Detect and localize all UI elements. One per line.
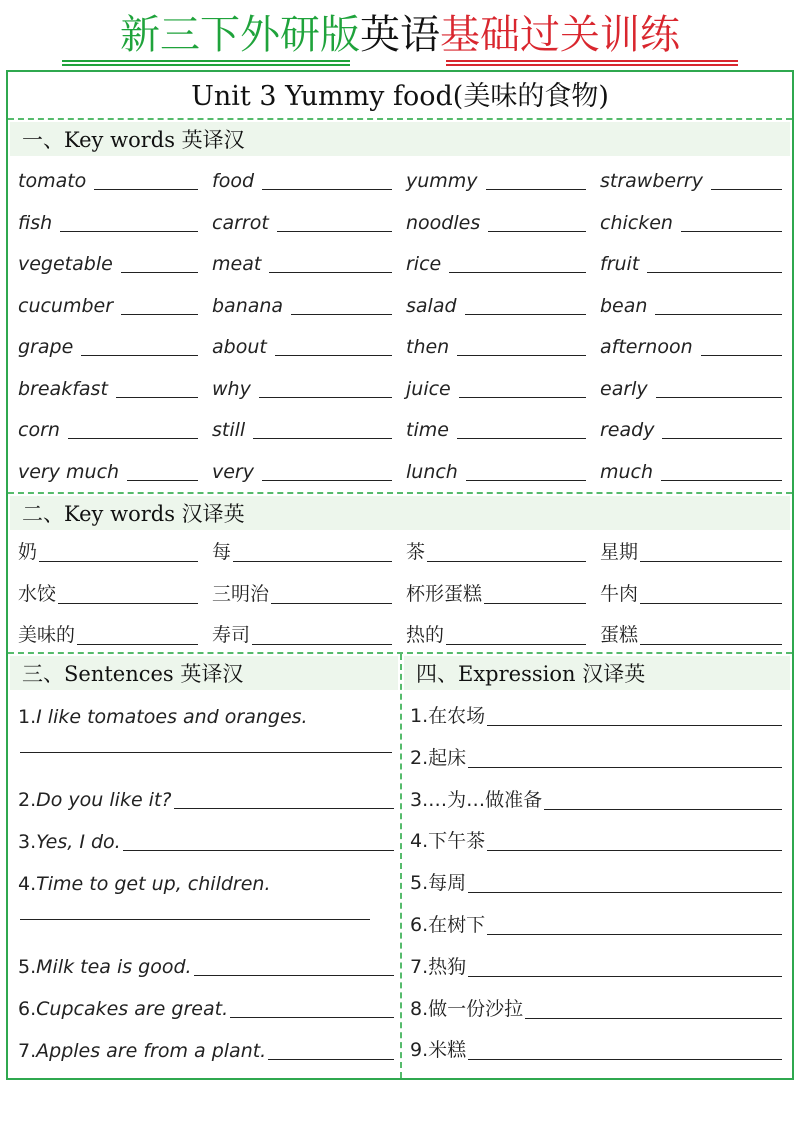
unit-title: Unit 3 Yummy food(美味的食物) xyxy=(8,72,792,120)
word-item xyxy=(600,243,782,279)
answer-blank[interactable] xyxy=(233,561,392,562)
expression-text: 3.…为…做准备 xyxy=(410,788,543,811)
word-item xyxy=(406,574,586,610)
chinese-word: 美味的 xyxy=(18,624,76,646)
answer-blank[interactable] xyxy=(262,189,392,190)
word-item xyxy=(406,368,586,404)
expression-text: 7.热狗 xyxy=(410,955,467,978)
word-item xyxy=(406,615,586,651)
sentence-english: Yes, I do. xyxy=(36,831,121,853)
sentence-item xyxy=(18,819,394,857)
sentence-text xyxy=(18,956,192,982)
word-item xyxy=(18,160,198,196)
word-row xyxy=(18,160,790,196)
sentence-item xyxy=(18,861,394,899)
word-row xyxy=(18,615,790,651)
english-word: fish xyxy=(18,211,53,234)
answer-blank[interactable] xyxy=(127,480,198,481)
word-row xyxy=(18,451,790,487)
worksheet-frame xyxy=(6,70,794,1080)
section2-heading: 二、Key words 汉译英 xyxy=(10,496,790,530)
word-item xyxy=(600,326,782,362)
answer-blank[interactable] xyxy=(427,561,586,562)
word-item xyxy=(18,532,198,568)
chinese-word: 牛肉 xyxy=(600,582,639,605)
expression-text: 1.在农场 xyxy=(410,705,486,727)
word-item xyxy=(600,285,782,321)
sentence-english: Do you like it? xyxy=(36,789,172,811)
sentence-item xyxy=(18,986,394,1024)
answer-blank[interactable] xyxy=(68,438,198,439)
column-divider xyxy=(400,654,402,1078)
english-word: why xyxy=(212,377,251,400)
english-word: cucumber xyxy=(18,294,114,317)
english-word: noodles xyxy=(406,211,481,234)
answer-blank[interactable] xyxy=(484,603,586,604)
english-word: much xyxy=(600,460,654,483)
answer-blank[interactable] xyxy=(655,314,782,315)
expression-text: 8.做一份沙拉 xyxy=(410,997,524,1020)
word-item xyxy=(600,451,782,487)
word-item xyxy=(18,368,198,404)
chinese-word: 三明治 xyxy=(212,582,270,605)
sentence-english: Apples are from a plant. xyxy=(36,1040,267,1062)
expression-text: 5.每周 xyxy=(410,872,467,895)
expression-item xyxy=(410,903,782,941)
word-item xyxy=(600,368,782,404)
answer-blank[interactable] xyxy=(123,850,394,851)
sentence-item xyxy=(18,1028,394,1066)
word-item xyxy=(406,409,586,445)
english-word: ready xyxy=(600,419,655,441)
word-item xyxy=(406,532,586,568)
expression-item xyxy=(410,778,782,816)
word-row xyxy=(18,326,790,362)
expression-item xyxy=(410,694,782,732)
english-word: corn xyxy=(18,419,60,441)
answer-blank[interactable] xyxy=(711,189,782,190)
answer-blank[interactable] xyxy=(277,231,392,232)
english-word: meat xyxy=(212,253,262,275)
english-word: afternoon xyxy=(600,336,693,358)
english-word: still xyxy=(212,419,246,441)
answer-blank[interactable] xyxy=(468,1059,782,1060)
chinese-word: 星期 xyxy=(600,541,639,563)
english-word: grape xyxy=(18,336,74,358)
word-row xyxy=(18,243,790,279)
answer-blank[interactable] xyxy=(116,397,198,398)
sentence-number: 5. xyxy=(18,956,37,978)
answer-blank[interactable] xyxy=(271,603,392,604)
english-word: very much xyxy=(18,460,120,483)
english-word: salad xyxy=(406,294,457,317)
word-item xyxy=(406,285,586,321)
word-item xyxy=(212,368,392,404)
english-word: yummy xyxy=(406,170,478,192)
chinese-word: 奶 xyxy=(18,541,38,563)
answer-blank[interactable] xyxy=(269,272,392,273)
answer-blank[interactable] xyxy=(259,397,392,398)
word-item xyxy=(212,574,392,610)
english-word: strawberry xyxy=(600,170,703,192)
word-item xyxy=(600,409,782,445)
expression-text: 2.起床 xyxy=(410,746,467,769)
english-word: tomato xyxy=(18,170,87,192)
english-word: vegetable xyxy=(18,253,113,275)
section-divider xyxy=(8,492,792,494)
title-subject: 英语 xyxy=(360,12,440,58)
expression-item xyxy=(410,945,782,983)
word-item xyxy=(18,326,198,362)
sentence-text xyxy=(18,831,121,857)
sentence-english: Time to get up, children. xyxy=(36,873,271,895)
answer-blank[interactable] xyxy=(487,850,782,851)
title-underline-green-2 xyxy=(62,64,350,66)
answer-blank[interactable] xyxy=(121,314,198,315)
word-item xyxy=(406,243,586,279)
word-item xyxy=(18,615,198,651)
word-item xyxy=(212,615,392,651)
expression-item xyxy=(410,987,782,1025)
chinese-word: 杯形蛋糕 xyxy=(406,582,483,605)
answer-blank[interactable] xyxy=(94,189,198,190)
answer-blank[interactable] xyxy=(465,314,586,315)
answer-blank[interactable] xyxy=(457,438,586,439)
sentence-english: Cupcakes are great. xyxy=(36,998,229,1020)
chinese-word: 寿司 xyxy=(212,624,251,646)
sentence-text xyxy=(18,706,308,732)
english-word: time xyxy=(406,419,449,441)
word-item xyxy=(18,285,198,321)
answer-blank[interactable] xyxy=(488,231,586,232)
answer-blank[interactable] xyxy=(640,561,782,562)
chinese-word: 蛋糕 xyxy=(600,624,639,646)
answer-blank[interactable] xyxy=(39,561,198,562)
answer-blank[interactable] xyxy=(457,355,586,356)
answer-blank[interactable] xyxy=(701,355,782,356)
expression-text: 6.在树下 xyxy=(410,914,486,936)
answer-blank[interactable] xyxy=(77,644,198,645)
english-word: lunch xyxy=(406,460,458,483)
sentence-number: 4. xyxy=(18,873,37,895)
answer-blank[interactable] xyxy=(252,644,392,645)
word-item xyxy=(406,451,586,487)
answer-blank[interactable] xyxy=(640,644,782,645)
word-item xyxy=(600,615,782,651)
answer-blank[interactable] xyxy=(60,231,198,232)
expression-text: 4.下午茶 xyxy=(410,830,486,853)
answer-blank[interactable] xyxy=(194,975,394,976)
answer-blank[interactable] xyxy=(121,272,198,273)
english-word: food xyxy=(212,170,254,192)
word-item xyxy=(212,285,392,321)
answer-blank[interactable] xyxy=(662,438,782,439)
english-word: fruit xyxy=(600,253,640,275)
sentence-text xyxy=(18,998,228,1024)
section1-heading: 一、Key words 英译汉 xyxy=(10,122,790,156)
english-word: juice xyxy=(406,377,451,400)
word-item xyxy=(18,243,198,279)
english-word: about xyxy=(212,336,267,358)
answer-blank[interactable] xyxy=(449,272,586,273)
answer-blank[interactable] xyxy=(661,480,782,481)
expression-item xyxy=(410,861,782,899)
title-underline-red xyxy=(446,60,738,62)
word-item xyxy=(18,451,198,487)
sentence-number: 3. xyxy=(18,831,37,853)
answer-blank[interactable] xyxy=(525,1018,782,1019)
expression-item xyxy=(410,819,782,857)
expression-item xyxy=(410,736,782,774)
english-word: very xyxy=(212,460,254,483)
section3-heading: 三、Sentences 英译汉 xyxy=(10,656,398,690)
worksheet-title xyxy=(0,8,800,66)
sentence-english: I like tomatoes and oranges. xyxy=(36,706,308,728)
answer-blank[interactable] xyxy=(275,355,392,356)
word-item xyxy=(212,451,392,487)
answer-blank[interactable] xyxy=(268,1059,394,1060)
answer-blank[interactable] xyxy=(58,603,198,604)
sentence-item xyxy=(18,944,394,982)
sentence-text xyxy=(18,789,172,815)
word-item xyxy=(600,202,782,238)
answer-blank[interactable] xyxy=(468,767,782,768)
word-item xyxy=(18,202,198,238)
section4-heading: 四、Expression 汉译英 xyxy=(404,656,790,690)
word-item xyxy=(600,160,782,196)
expression-item xyxy=(410,1028,782,1066)
word-item xyxy=(18,574,198,610)
word-item xyxy=(600,574,782,610)
word-item xyxy=(406,326,586,362)
chinese-word: 热的 xyxy=(406,624,445,646)
answer-blank[interactable] xyxy=(544,809,782,810)
sentence-number: 7. xyxy=(18,1040,37,1062)
answer-blank[interactable] xyxy=(468,892,782,893)
answer-blank[interactable] xyxy=(486,189,586,190)
chinese-word: 水饺 xyxy=(18,582,57,605)
title-underline-red-2 xyxy=(446,64,738,66)
title-training: 基础过关训练 xyxy=(440,12,680,58)
expression-text: 9.米糕 xyxy=(410,1039,467,1062)
chinese-word: 茶 xyxy=(406,541,426,563)
answer-line[interactable] xyxy=(20,752,392,753)
chinese-word: 每 xyxy=(212,541,232,563)
word-item xyxy=(406,202,586,238)
answer-line[interactable] xyxy=(20,919,370,920)
title-underline-green xyxy=(62,60,350,62)
answer-blank[interactable] xyxy=(681,231,782,232)
english-word: banana xyxy=(212,294,284,317)
word-item xyxy=(212,532,392,568)
word-item xyxy=(212,202,392,238)
answer-blank[interactable] xyxy=(81,355,198,356)
sentence-item xyxy=(18,694,394,732)
word-row xyxy=(18,368,790,404)
word-row xyxy=(18,285,790,321)
word-item xyxy=(212,160,392,196)
word-item xyxy=(406,160,586,196)
english-word: carrot xyxy=(212,211,269,234)
answer-blank[interactable] xyxy=(230,1017,394,1018)
english-word: breakfast xyxy=(18,377,108,400)
sentence-text xyxy=(18,873,271,899)
answer-blank[interactable] xyxy=(291,314,392,315)
english-word: bean xyxy=(600,294,648,317)
english-word: then xyxy=(406,336,450,358)
answer-blank[interactable] xyxy=(174,808,395,809)
word-item xyxy=(600,532,782,568)
answer-blank[interactable] xyxy=(468,976,782,977)
answer-blank[interactable] xyxy=(253,438,392,439)
word-item xyxy=(212,409,392,445)
answer-blank[interactable] xyxy=(640,603,782,604)
sentence-number: 1. xyxy=(18,706,37,728)
answer-blank[interactable] xyxy=(459,397,586,398)
word-row xyxy=(18,532,790,568)
answer-blank[interactable] xyxy=(487,934,782,935)
title-grade: 新三下外研版 xyxy=(120,12,360,58)
answer-blank[interactable] xyxy=(656,397,782,398)
english-word: chicken xyxy=(600,211,673,234)
word-row xyxy=(18,409,790,445)
english-word: early xyxy=(600,377,648,400)
sentence-text xyxy=(18,1040,266,1066)
answer-blank[interactable] xyxy=(446,644,586,645)
sentence-number: 6. xyxy=(18,998,37,1020)
word-item xyxy=(18,409,198,445)
word-item xyxy=(212,243,392,279)
answer-blank[interactable] xyxy=(466,480,586,481)
answer-blank[interactable] xyxy=(262,480,392,481)
english-word: rice xyxy=(406,253,442,275)
word-row xyxy=(18,202,790,238)
word-row xyxy=(18,574,790,610)
word-item xyxy=(212,326,392,362)
answer-blank[interactable] xyxy=(487,725,782,726)
sentence-number: 2. xyxy=(18,789,37,811)
answer-blank[interactable] xyxy=(647,272,782,273)
sentence-english: Milk tea is good. xyxy=(36,956,192,978)
sentence-item xyxy=(18,777,394,815)
